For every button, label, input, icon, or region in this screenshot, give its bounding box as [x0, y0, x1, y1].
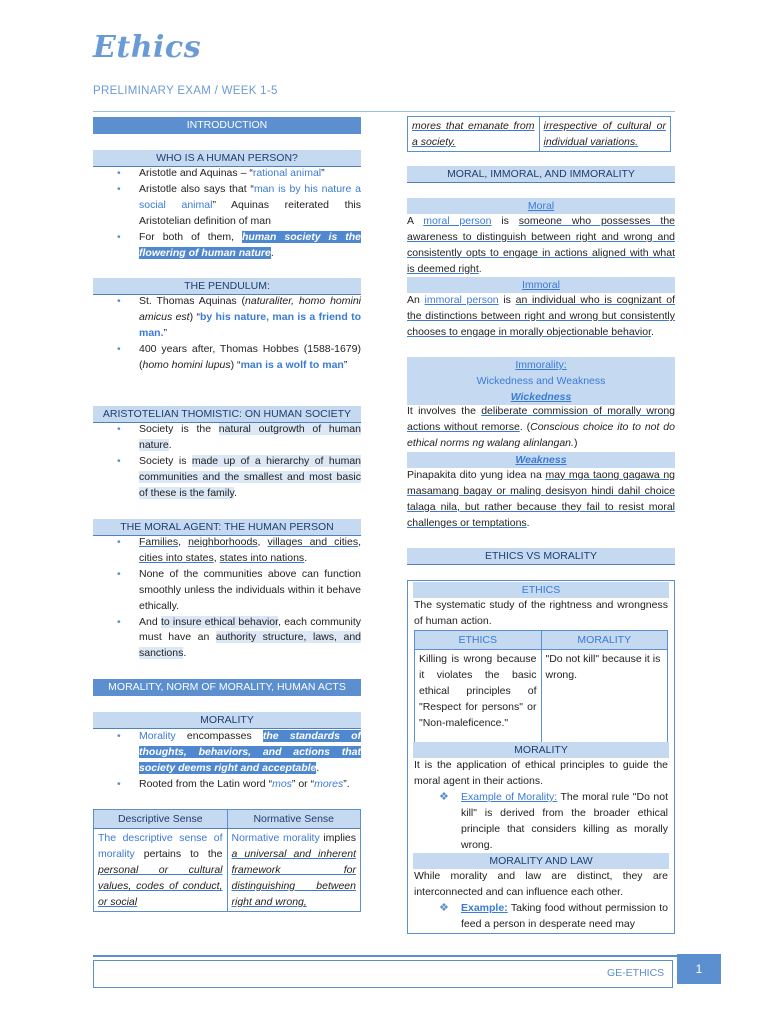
list-item: • Aristotle also says that “man is by his nature a social animal” Aquinas reiterated this Aristotelian definition of man	[117, 182, 362, 227]
list-item: • None of the communities above can function smoothly unless the individuals within it behave ethically.	[117, 567, 361, 612]
list-item: • And to insure ethical behavior, each community must have an authority structure, laws, and sanctions.	[117, 615, 361, 660]
continued-descriptive-cell: mores that emanate from a society.	[408, 117, 540, 152]
wickedness-definition: It involves the deliberate commission of morally wrong actions without remorse. (Conscious choice ito to not do ethical norms ng walang alinlangan.)	[407, 405, 676, 449]
bullet-icon: •	[117, 536, 121, 548]
section-header-moral-agent: THE MORAL AGENT: THE HUMAN PERSON	[93, 519, 361, 536]
subheader-ethics: ETHICS	[413, 582, 669, 598]
page-number: 1	[677, 954, 721, 984]
section-header-morality: MORALITY	[93, 712, 361, 729]
sense-table	[93, 809, 361, 912]
page-subtitle: PRELIMINARY EXAM / WEEK 1-5	[93, 85, 278, 97]
footer-box	[93, 960, 673, 988]
law-example: ❖ Example: Taking food without permission to feed a person in desperate need may	[439, 902, 668, 930]
diamond-bullet-icon: ❖	[439, 791, 449, 803]
subheader-weakness: Weakness	[407, 452, 675, 468]
descriptive-sense-header: Descriptive Sense	[94, 810, 228, 829]
section-header-human-person: WHO IS A HUMAN PERSON?	[93, 150, 361, 167]
immoral-definition: An immoral person is an individual who is cognizant of the distinctions between right and wrong but consistently chooses to engage in morally objectionable behavior.	[407, 294, 676, 338]
bullet-icon: •	[117, 567, 121, 580]
bullet-icon: •	[117, 454, 121, 467]
normative-sense-header: Normative Sense	[227, 810, 361, 829]
aristotelian-list	[117, 422, 362, 502]
bullet-icon: •	[117, 182, 121, 195]
title-divider	[93, 111, 675, 112]
list-item: • 400 years after, Thomas Hobbes (1588-1679) (homo homini lupus) “man is a wolf to man”	[117, 342, 361, 371]
footer-divider	[93, 955, 719, 957]
table-header-ethics: ETHICS	[415, 631, 542, 650]
bullet-icon: •	[117, 230, 121, 243]
continued-sense-table	[407, 116, 671, 152]
ethics-morality-table	[414, 630, 668, 743]
bullet-icon: •	[117, 777, 121, 790]
section-header-introduction: INTRODUCTION	[93, 117, 361, 134]
list-item: • Rooted from the Latin word “mos” or “mores”.	[139, 777, 361, 793]
human-person-list	[117, 166, 362, 261]
diamond-bullet-icon: ❖	[439, 902, 449, 914]
pendulum-list	[117, 294, 362, 374]
section-header-pendulum: THE PENDULUM:	[93, 278, 361, 295]
subheader-wickedness: Wickedness	[407, 389, 675, 405]
section-header-aristotelian: ARISTOTELIAN THOMISTIC: ON HUMAN SOCIETY	[93, 406, 361, 423]
bullet-icon: •	[117, 167, 121, 179]
section-header-norm-of-morality: MORALITY, NORM OF MORALITY, HUMAN ACTS	[93, 679, 361, 696]
footer-course: GE-ETHICS	[607, 967, 665, 979]
morality-law-definition: While morality and law are distinct, they are interconnected and can influence each other.	[414, 870, 668, 898]
list-item: • Aristotle and Aquinas – “rational animal”	[139, 166, 361, 182]
subheader-morality-def: MORALITY	[413, 742, 669, 758]
list-item: • St. Thomas Aquinas (naturaliter, homo homini amicus est) “by his nature, man is a friend to man.”	[117, 295, 362, 339]
section-header-moral-immoral: MORAL, IMMORAL, AND IMMORALITY	[407, 166, 675, 183]
section-header-ethics-vs-morality: ETHICS VS MORALITY	[407, 548, 675, 565]
descriptive-sense-cell: The descriptive sense of morality pertains to the personal or cultural values, codes of conduct, or social	[94, 829, 228, 912]
bullet-icon: •	[117, 730, 121, 742]
list-item: • Morality encompasses the standards of thoughts, behaviors, and actions that society deems right and acceptable.	[117, 730, 361, 774]
moral-definition: A moral person is someone who possesses the awareness to distinguish between right and wrong and consistently opts to engage in actions aligned with what is deemed right.	[407, 215, 676, 275]
list-item: • Families, neighborhoods, villages and cities, cities into states, states into nations.	[117, 536, 361, 564]
list-item: • For both of them, human society is the flowering of human nature.	[117, 230, 361, 259]
subheader-immorality: Immorality: Wickedness and Weakness	[407, 357, 675, 389]
continued-normative-cell: irrespective of cultural or individual variations.	[539, 117, 671, 152]
ethics-definition: The systematic study of the rightness and wrongness of human action.	[414, 599, 668, 627]
list-item: • Society is the natural outgrowth of human nature.	[117, 423, 361, 451]
table-cell-ethics: Killing is wrong because it violates the basic ethical principles of "Respect for persons" or "Non-maleficence."	[415, 650, 542, 743]
subheader-morality-and-law: MORALITY AND LAW	[413, 853, 669, 869]
subheader-moral: Moral	[407, 198, 675, 214]
page-title: Ethics	[93, 30, 202, 65]
subheader-immoral: Immoral	[407, 277, 675, 293]
bullet-icon: •	[117, 342, 121, 355]
morality-list	[117, 729, 361, 793]
list-item: • Society is made up of a hierarchy of human communities and the smallest and most basic of these is the family.	[117, 454, 362, 499]
morality-example: ❖ Example of Morality: The moral rule "Do not kill" is derived from the broader ethical principle that considers killing as morally wrong.	[439, 791, 669, 851]
table-cell-morality: "Do not kill" because it is wrong.	[541, 650, 668, 743]
bullet-icon: •	[117, 423, 121, 435]
morality-definition: It is the application of ethical principles to guide the moral agent in their actions.	[414, 759, 668, 787]
bullet-icon: •	[117, 615, 121, 628]
bullet-icon: •	[117, 295, 121, 307]
weakness-definition: Pinapakita dito yung idea na may mga taong gagawa ng masamang bagay or maling desisyon hindi dahil choice talaga nila, but rather because they fail to resist moral challenges or temptations.	[407, 469, 675, 529]
normative-sense-cell: Normative morality implies a universal and inherent framework for distinguishing between right and wrong,	[227, 829, 361, 912]
moral-agent-list	[117, 535, 361, 662]
table-header-morality: MORALITY	[541, 631, 668, 650]
